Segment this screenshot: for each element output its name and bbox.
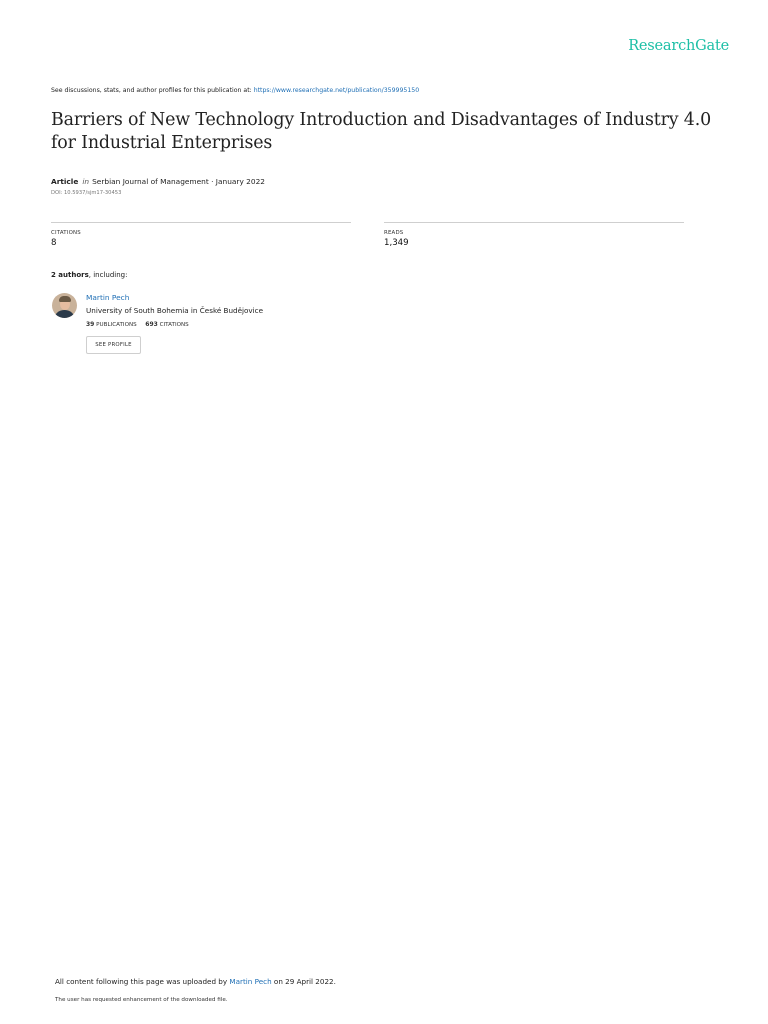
citations-value: 8	[51, 238, 57, 248]
enhancement-note: The user has requested enhancement of the downloaded file.	[55, 997, 228, 1003]
citations-label: CITATIONS	[51, 230, 81, 236]
reads-value: 1,349	[384, 238, 409, 248]
authors-including: , including:	[88, 271, 128, 279]
avatar-body	[54, 310, 75, 318]
author-name-link[interactable]: Martin Pech	[86, 293, 130, 302]
author-publications-count: 39	[86, 321, 95, 328]
reads-label: READS	[384, 230, 404, 236]
discussion-notice	[51, 87, 419, 94]
publication-title	[51, 109, 711, 155]
author-publications-label: PUBLICATIONS	[96, 322, 137, 328]
author-stats	[86, 321, 189, 328]
citations-stat	[51, 222, 351, 248]
authors-count: 2 authors	[51, 271, 89, 279]
see-profile-button[interactable]: SEE PROFILE	[86, 336, 141, 354]
avatar-hair	[59, 296, 71, 302]
author-citations-count: 693	[145, 321, 158, 328]
upload-prefix: All content following this page was uploaded by	[55, 977, 230, 986]
author-citations-label: CITATIONS	[159, 322, 189, 328]
author-institution: University of South Bohemia in České Budějovice	[86, 306, 264, 315]
publication-type: Article	[51, 177, 79, 186]
title-line-2: for Industrial Enterprises	[51, 133, 273, 153]
doi-text: DOI: 10.5937/sjm17-30453	[51, 190, 122, 196]
researchgate-logo[interactable]: ResearchGate	[628, 38, 729, 54]
venue-date: Serbian Journal of Management · January 2022	[92, 177, 265, 186]
uploader-link[interactable]: Martin Pech	[229, 977, 272, 986]
publication-meta	[51, 177, 265, 186]
in-label: in	[82, 177, 90, 186]
upload-notice	[55, 977, 336, 986]
authors-heading	[51, 271, 127, 279]
discussion-prefix: See discussions, stats, and author profiles for this publication at:	[51, 87, 254, 94]
publication-url-link[interactable]: https://www.researchgate.net/publication/359995150	[253, 87, 420, 94]
author-avatar[interactable]	[52, 293, 77, 318]
reads-stat	[384, 222, 684, 248]
title-line-1: Barriers of New Technology Introduction and Disadvantages of Industry 4.0	[51, 110, 711, 130]
upload-suffix: on 29 April 2022.	[271, 977, 336, 986]
